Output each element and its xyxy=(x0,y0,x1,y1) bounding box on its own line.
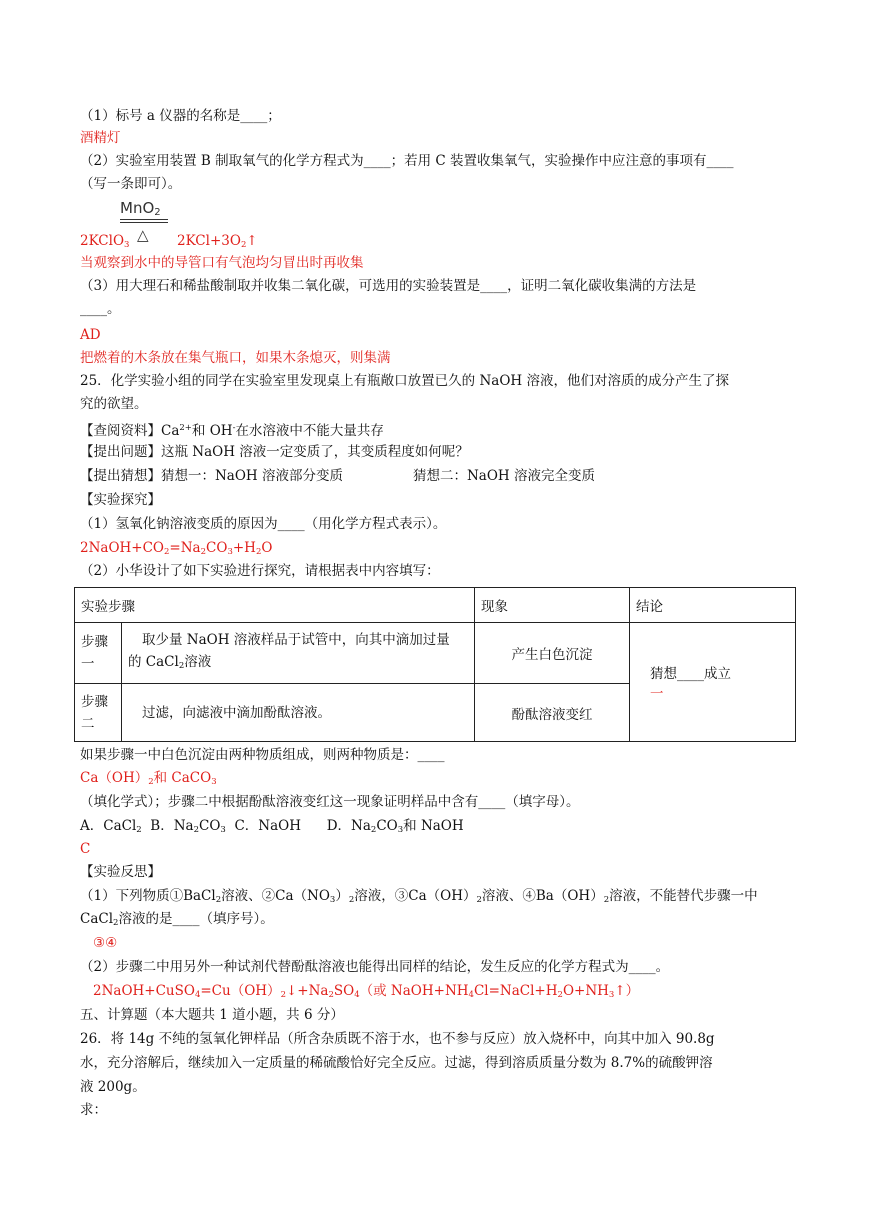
q24-part2-line1: （2）实验室用装置 B 制取氧气的化学方程式为____；若用 C 装置收集氧气，实验操作中应注意的事项有____ xyxy=(80,153,734,169)
header-step: 实验步骤 xyxy=(75,588,475,623)
header-conclusion: 结论 xyxy=(630,588,796,623)
q24-part2-line2: （写一条即可）。 xyxy=(80,176,182,192)
q25-reflect1-line1: （1）下列物质①BaCl$_2$溶液、$②Ca(NO_3)_2$溶液，$③Ca(OH)_2$溶液、$④Ba(OH)_2$溶液，不能替代步骤一中 xyxy=(80,888,758,905)
q26-line3: 液 200g。 xyxy=(80,1079,146,1095)
q25-precipitate-prompt: 如果步骤一中白色沉淀由两种物质组成，则两种物质是：____ xyxy=(80,747,445,763)
q26-line1: 26．将 14g 不纯的氢氧化钾样品（所含杂质既不溶于水，也不参与反应）放入烧杯中，向其中加入 90.8g xyxy=(80,1031,715,1047)
q24-answer1: 酒精灯 xyxy=(80,130,121,146)
q26-line2: 水，充分溶解后，继续加入一定质量的稀硫酸恰好完全反应。过滤，得到溶质质量分数为 8.7%的硫酸钾溶 xyxy=(80,1055,713,1071)
q25-intro-line2: 究的欲望。 xyxy=(80,396,148,412)
q25-explore-heading: 【实验探究】 xyxy=(80,492,161,508)
q25-options: A．CaCl$_2$ B．$Na_2CO_3$ C．NaOH D．$Na_2CO_3$和 NaOH xyxy=(80,818,464,835)
q25-hypothesis2: 猜想二：NaOH 溶液完全变质 xyxy=(413,468,595,484)
step-two-phenomenon: 酚酞溶液变红 xyxy=(475,684,630,742)
q24-part1: （1）标号 a 仪器的名称是____； xyxy=(80,108,281,124)
q25-explore1: （1）氢氧化钠溶液变质的原因为____（用化学方程式表示）。 xyxy=(80,516,447,532)
header-phenomenon: 现象 xyxy=(475,588,630,623)
step-two-label: 步骤二 xyxy=(75,684,122,742)
conclusion-cell xyxy=(630,623,796,742)
table-row xyxy=(75,623,796,684)
table-header-row xyxy=(75,588,796,623)
step-one-description: 取少量 NaOH 溶液样品于试管中，向其中滴加过量 的 CaCl$_2$溶液 xyxy=(122,623,475,684)
heat-symbol: △ xyxy=(137,226,149,244)
step-one-phenomenon: 产生白色沉淀 xyxy=(475,623,630,684)
q25-explore1-answer: $2NaOH+CO_2=Na_2CO_3+H_2O$ xyxy=(80,540,273,557)
q24-answer2b: 当观察到水中的导管口有气泡均匀冒出时再收集 xyxy=(80,255,364,271)
q25-option-answer: C xyxy=(80,841,91,857)
q24-answer3b: 把燃着的木条放在集气瓶口，如果木条熄灭，则集满 xyxy=(80,350,391,366)
q25-question: 【提出问题】这瓶 NaOH 溶液一定变质了，其变质程度如何呢？ xyxy=(80,444,469,460)
conclusion-text: 猜想____成立 xyxy=(650,666,731,682)
q25-precipitate-answer: $Ca(OH)_2$和 CaCO$_3$ xyxy=(80,770,217,787)
q25-reflect1-answer: ③④ xyxy=(93,935,118,951)
equation-reactant: 2KClO$_3$ xyxy=(80,233,130,250)
q25-reflect2: （2）步骤二中用另外一种试剂代替酚酞溶液也能得出同样的结论，发生反应的化学方程式为____。 xyxy=(80,959,670,975)
reaction-condition-bar xyxy=(120,219,168,223)
q25-info: 【查阅资料】$Ca^{2+}$和 OH-在水溶液中不能大量共存 xyxy=(80,423,384,439)
q24-part3-line1: （3）用大理石和稀盐酸制取并收集二氧化碳，可选用的实验装置是____，证明二氧化碳收集满的方法是 xyxy=(80,278,697,294)
q25-reflect1-line2: CaCl$_2$溶液的是____（填序号）。 xyxy=(80,911,274,928)
q24-answer3a: AD xyxy=(80,327,101,343)
q25-fill-line: （填化学式）；步骤二中根据酚酞溶液变红这一现象证明样品中含有____（填字母）。 xyxy=(80,794,580,810)
q25-reflect-heading: 【实验反思】 xyxy=(80,864,161,880)
q25-explore2: （2）小华设计了如下实验进行探究，请根据表中内容填写： xyxy=(80,563,440,579)
step-one-label: 步骤一 xyxy=(75,623,122,684)
q26-line4: 求： xyxy=(80,1102,107,1118)
equation-product: $2KCl+3O_2↑$ xyxy=(177,233,258,250)
q25-intro-line1: 25．化学实验小组的同学在实验室里发现桌上有瓶敞口放置已久的 NaOH 溶液，他们对溶质的成分产生了探 xyxy=(80,373,729,389)
conclusion-answer: 一 xyxy=(650,686,664,702)
step-two-description: 过滤，向滤液中滴加酚酞溶液。 xyxy=(122,684,475,742)
catalyst-label: MnO$_2$ xyxy=(120,199,161,218)
q25-reflect2-answer: $2NaOH+CuSO_4=Cu(OH)_2↓+Na_2SO_4$（或 $NaOH+NH_4Cl=NaCl+H_2O+NH_3↑$） xyxy=(93,983,640,1000)
q25-hypothesis1: 【提出猜想】猜想一：NaOH 溶液部分变质 xyxy=(80,468,343,484)
section-five-heading: 五、计算题（本大题共 1 道小题，共 6 分） xyxy=(80,1007,344,1023)
q24-part3-line2: ____。 xyxy=(80,301,121,317)
experiment-table xyxy=(74,587,796,742)
